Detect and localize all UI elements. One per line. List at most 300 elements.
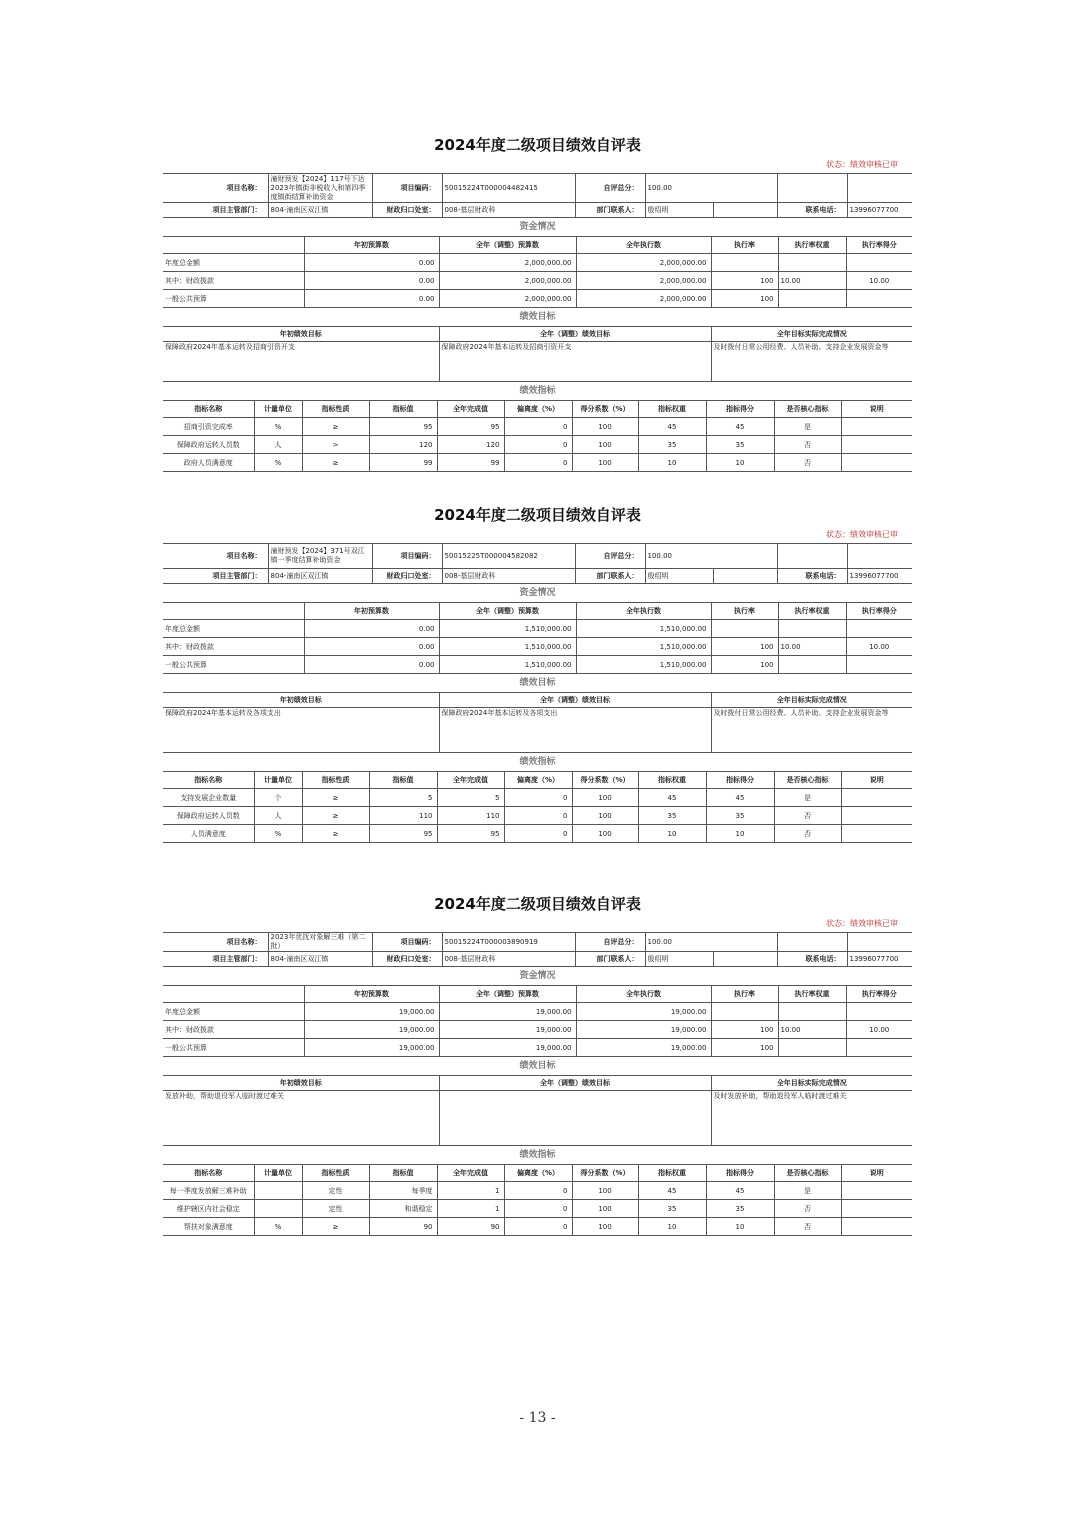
indicator-cell: ≥	[302, 789, 369, 807]
indicator-cell: 35	[706, 1200, 774, 1218]
indicator-header: 偏离度（%）	[504, 1165, 572, 1182]
empty-cell	[847, 933, 912, 952]
indicator-cell: 45	[638, 418, 706, 436]
funds-header: 执行率权重	[778, 603, 846, 620]
funds-cell: 0.00	[304, 254, 439, 272]
goals-section-title: 绩效目标	[519, 1061, 556, 1071]
indicator-cell: 0	[504, 807, 572, 825]
score-label: 自评总分：	[575, 544, 645, 569]
funds-cell: 19,000.00	[576, 1039, 711, 1057]
indicator-cell: 100	[572, 454, 638, 472]
funds-cell: 年度总金额	[163, 1003, 304, 1021]
page-number: - 13 -	[519, 1410, 556, 1426]
indicator-header: 指标性质	[302, 772, 369, 789]
funds-cell: 19,000.00	[576, 1021, 711, 1039]
indicator-row	[163, 789, 912, 807]
indicator-cell: %	[254, 454, 302, 472]
indicator-row	[163, 825, 912, 843]
phone: 13996077700	[847, 952, 912, 967]
empty-cell	[847, 544, 912, 569]
indicator-cell: 否	[774, 1200, 841, 1218]
goals-section-title: 绩效目标	[519, 312, 556, 322]
goals-table	[163, 692, 912, 753]
indicator-cell: 是	[774, 789, 841, 807]
phone: 13996077700	[847, 569, 912, 584]
contact: 殷绍明	[645, 203, 713, 218]
funds-table	[163, 236, 912, 308]
empty-cell	[713, 203, 777, 218]
initial-goal: 保障政府2024年基本运转及招商引资开支	[163, 342, 439, 382]
indicator-row	[163, 1182, 912, 1200]
actual-completion: 及时拨付日常公用经费、人员补助、支持企业发展资金等	[711, 342, 912, 382]
funds-cell	[778, 254, 846, 272]
goals-table	[163, 326, 912, 382]
funds-cell: 1,510,000.00	[576, 656, 711, 674]
funds-cell: 19,000.00	[439, 1003, 576, 1021]
indicator-cell	[841, 418, 912, 436]
indicator-cell: 0	[504, 454, 572, 472]
funds-cell: 100	[711, 1039, 778, 1057]
funds-section-title: 资金情况	[519, 222, 556, 232]
indicator-row	[163, 454, 912, 472]
project-code-label: 项目编码：	[372, 544, 442, 569]
indicator-cell: %	[254, 825, 302, 843]
funds-cell: 一般公共预算	[163, 290, 304, 308]
goals-header: 全年（调整）绩效目标	[439, 327, 711, 342]
indicator-cell: 45	[706, 418, 774, 436]
funds-cell: 2,000,000.00	[576, 254, 711, 272]
project-code-label: 项目编码：	[372, 174, 442, 203]
indicator-cell: 0	[504, 825, 572, 843]
indicator-cell: 110	[437, 807, 504, 825]
indicators-section-title: 绩效指标	[519, 757, 556, 767]
funds-cell: 10.00	[778, 638, 846, 656]
indicator-cell: 35	[638, 807, 706, 825]
funds-cell: 100	[711, 1021, 778, 1039]
indicator-cell: 45	[638, 789, 706, 807]
score-label: 自评总分：	[575, 933, 645, 952]
funds-table	[163, 985, 912, 1057]
funds-row	[163, 620, 912, 638]
funds-cell	[846, 254, 912, 272]
indicator-cell: 定性	[302, 1182, 369, 1200]
funds-row	[163, 272, 912, 290]
finance: 008-基层财政科	[442, 203, 575, 218]
indicator-cell: 45	[706, 1182, 774, 1200]
funds-cell: 其中：财政拨款	[163, 1021, 304, 1039]
funds-header: 全年执行数	[576, 986, 711, 1003]
funds-cell: 年度总金额	[163, 620, 304, 638]
funds-cell	[846, 620, 912, 638]
project-header-table	[163, 543, 912, 584]
funds-cell: 2,000,000.00	[439, 272, 576, 290]
indicator-header: 是否核心指标	[774, 401, 841, 418]
indicator-cell: 110	[369, 807, 437, 825]
indicator-cell	[841, 1218, 912, 1236]
indicator-cell: 10	[706, 825, 774, 843]
empty-cell	[777, 174, 847, 203]
indicator-row	[163, 1200, 912, 1218]
funds-cell: 19,000.00	[439, 1039, 576, 1057]
indicator-cell: 99	[369, 454, 437, 472]
dept-label: 项目主管部门：	[163, 952, 268, 967]
actual-completion: 及时拨付日常公用经费、人员补助、支持企业发展资金等	[711, 708, 912, 753]
funds-row	[163, 1003, 912, 1021]
indicators-table	[163, 1164, 912, 1236]
form-title: 2024年度二级项目绩效自评表	[434, 895, 641, 913]
indicator-cell: 100	[572, 1182, 638, 1200]
funds-header: 执行率得分	[846, 237, 912, 254]
phone: 13996077700	[847, 203, 912, 218]
indicator-cell	[841, 436, 912, 454]
indicator-cell: 10	[638, 1218, 706, 1236]
project-header-table	[163, 932, 912, 967]
indicator-cell: 95	[369, 825, 437, 843]
indicator-cell	[841, 789, 912, 807]
indicators-table	[163, 400, 912, 472]
indicator-cell: 是	[774, 418, 841, 436]
indicator-cell: 35	[638, 1200, 706, 1218]
indicator-row	[163, 1218, 912, 1236]
indicator-header: 全年完成值	[437, 772, 504, 789]
indicator-cell: 保障政府运转人员数	[163, 807, 254, 825]
indicator-cell: 1	[437, 1200, 504, 1218]
contact: 殷绍明	[645, 952, 713, 967]
indicator-header: 偏离度（%）	[504, 772, 572, 789]
indicator-cell: 100	[572, 418, 638, 436]
indicator-cell: 120	[437, 436, 504, 454]
indicator-header: 是否核心指标	[774, 772, 841, 789]
funds-cell: 其中：财政拨款	[163, 272, 304, 290]
funds-cell	[778, 1003, 846, 1021]
funds-cell: 10.00	[846, 638, 912, 656]
dept-label: 项目主管部门：	[163, 569, 268, 584]
funds-cell	[778, 656, 846, 674]
indicator-cell: 95	[437, 825, 504, 843]
funds-header: 执行率	[711, 986, 778, 1003]
total-score: 100.00	[645, 933, 777, 952]
indicator-cell: 95	[437, 418, 504, 436]
indicator-cell: 否	[774, 1218, 841, 1236]
total-score: 100.00	[645, 544, 777, 569]
indicator-cell: 人员满意度	[163, 825, 254, 843]
funds-cell	[846, 1003, 912, 1021]
funds-cell	[711, 620, 778, 638]
indicator-cell	[841, 825, 912, 843]
funds-header: 执行率	[711, 603, 778, 620]
funds-cell: 19,000.00	[304, 1039, 439, 1057]
funds-cell: 0.00	[304, 620, 439, 638]
indicator-cell: 0	[504, 418, 572, 436]
goals-table	[163, 1075, 912, 1146]
status-badge: 状态：绩效审核已审	[826, 160, 898, 169]
indicator-cell: 人	[254, 436, 302, 454]
indicator-cell: 100	[572, 1200, 638, 1218]
project-code-label: 项目编码：	[372, 933, 442, 952]
funds-cell: 1,510,000.00	[439, 638, 576, 656]
funds-header: 执行率权重	[778, 986, 846, 1003]
dept: 804-潼南区双江镇	[268, 569, 372, 584]
indicator-header: 说明	[841, 401, 912, 418]
indicator-cell: 95	[369, 418, 437, 436]
adjusted-goal	[439, 1091, 711, 1146]
project-name-label: 项目名称：	[163, 933, 268, 952]
funds-row	[163, 1021, 912, 1039]
indicator-header: 指标得分	[706, 1165, 774, 1182]
funds-cell: 2,000,000.00	[576, 290, 711, 308]
project-name: 潼财预发【2024】371号双江镇一季度结算补助资金	[268, 544, 372, 569]
project-name: 2023年优抚对象解三难（第二批）	[268, 933, 372, 952]
indicator-cell: 否	[774, 807, 841, 825]
initial-goal: 保障政府2024年基本运转及各项支出	[163, 708, 439, 753]
funds-header: 执行率	[711, 237, 778, 254]
indicator-header: 指标得分	[706, 401, 774, 418]
indicator-header: 指标值	[369, 401, 437, 418]
indicator-cell: 100	[572, 1218, 638, 1236]
goals-header: 年初绩效目标	[163, 1076, 439, 1091]
funds-header: 年初预算数	[304, 603, 439, 620]
indicator-cell: 定性	[302, 1200, 369, 1218]
indicators-table	[163, 771, 912, 843]
indicator-header: 计量单位	[254, 772, 302, 789]
indicator-cell	[841, 1182, 912, 1200]
indicator-cell: 100	[572, 789, 638, 807]
form-title: 2024年度二级项目绩效自评表	[434, 506, 641, 524]
evaluation-form-1	[163, 133, 912, 472]
indicator-cell: 0	[504, 1218, 572, 1236]
indicator-cell: 每一季度发放解三难补助	[163, 1182, 254, 1200]
funds-cell: 2,000,000.00	[439, 254, 576, 272]
indicator-cell: 维护辖区内社会稳定	[163, 1200, 254, 1218]
indicator-cell: 90	[437, 1218, 504, 1236]
indicator-cell: 否	[774, 436, 841, 454]
funds-cell: 100	[711, 290, 778, 308]
funds-header: 全年执行数	[576, 603, 711, 620]
indicator-cell: 10	[706, 454, 774, 472]
funds-header: 执行率得分	[846, 986, 912, 1003]
funds-cell: 10.00	[778, 272, 846, 290]
indicator-row	[163, 418, 912, 436]
funds-cell	[778, 1039, 846, 1057]
indicator-cell: 是	[774, 1182, 841, 1200]
goals-header: 年初绩效目标	[163, 693, 439, 708]
funds-cell: 19,000.00	[439, 1021, 576, 1039]
form-title: 2024年度二级项目绩效自评表	[434, 136, 641, 154]
indicator-header: 偏离度（%）	[504, 401, 572, 418]
indicator-cell: 120	[369, 436, 437, 454]
funds-cell: 0.00	[304, 290, 439, 308]
funds-cell	[846, 656, 912, 674]
finance-label: 财政归口处室：	[372, 203, 442, 218]
indicator-cell: 99	[437, 454, 504, 472]
indicators-section-title: 绩效指标	[519, 386, 556, 396]
phone-label: 联系电话：	[777, 203, 847, 218]
indicator-cell: 招商引资完成率	[163, 418, 254, 436]
indicator-cell: %	[254, 418, 302, 436]
funds-cell: 19,000.00	[304, 1021, 439, 1039]
indicator-cell: 否	[774, 454, 841, 472]
funds-cell: 10.00	[846, 272, 912, 290]
funds-cell: 其中：财政拨款	[163, 638, 304, 656]
indicator-cell	[841, 1200, 912, 1218]
indicator-cell: %	[254, 1218, 302, 1236]
indicator-cell: 支持发展企业数量	[163, 789, 254, 807]
project-name-label: 项目名称：	[163, 544, 268, 569]
indicator-cell: 政府人员满意度	[163, 454, 254, 472]
indicator-header: 得分系数（%）	[572, 1165, 638, 1182]
project-code: 50015224T000003890919	[442, 933, 575, 952]
contact-label: 部门联系人：	[575, 203, 645, 218]
indicator-cell: ≥	[302, 825, 369, 843]
funds-row	[163, 638, 912, 656]
indicator-header: 指标值	[369, 772, 437, 789]
indicator-cell: 35	[638, 436, 706, 454]
finance-label: 财政归口处室：	[372, 952, 442, 967]
indicator-header: 指标值	[369, 1165, 437, 1182]
funds-cell: 2,000,000.00	[439, 290, 576, 308]
indicator-cell: 5	[369, 789, 437, 807]
indicator-cell: 45	[638, 1182, 706, 1200]
contact-label: 部门联系人：	[575, 952, 645, 967]
evaluation-form-2	[163, 503, 912, 843]
funds-cell: 10.00	[778, 1021, 846, 1039]
funds-cell	[846, 290, 912, 308]
indicator-cell: 和谐稳定	[369, 1200, 437, 1218]
goals-header: 全年（调整）绩效目标	[439, 1076, 711, 1091]
funds-cell: 100	[711, 272, 778, 290]
dept-label: 项目主管部门：	[163, 203, 268, 218]
adjusted-goal: 保障政府2024年基本运转及招商引资开支	[439, 342, 711, 382]
indicator-cell: 1	[437, 1182, 504, 1200]
funds-cell: 100	[711, 656, 778, 674]
project-name-label: 项目名称：	[163, 174, 268, 203]
indicator-header: 指标权重	[638, 1165, 706, 1182]
funds-header: 全年（调整）预算数	[439, 986, 576, 1003]
indicator-cell: 100	[572, 807, 638, 825]
indicator-cell: 5	[437, 789, 504, 807]
indicator-cell: 人	[254, 807, 302, 825]
empty-cell	[713, 569, 777, 584]
funds-cell	[711, 1003, 778, 1021]
indicator-header: 计量单位	[254, 1165, 302, 1182]
initial-goal: 发放补助，帮助退役军人临时渡过难关	[163, 1091, 439, 1146]
status-badge: 状态：绩效审核已审	[826, 919, 898, 928]
funds-cell: 2,000,000.00	[576, 272, 711, 290]
indicator-header: 指标名称	[163, 401, 254, 418]
funds-cell: 年度总金额	[163, 254, 304, 272]
funds-cell: 0.00	[304, 638, 439, 656]
indicator-header: 得分系数（%）	[572, 401, 638, 418]
empty-cell	[847, 174, 912, 203]
indicator-header: 全年完成值	[437, 401, 504, 418]
goals-header: 全年目标实际完成情况	[711, 693, 912, 708]
empty-cell	[777, 933, 847, 952]
goals-header: 年初绩效目标	[163, 327, 439, 342]
phone-label: 联系电话：	[777, 952, 847, 967]
indicator-cell	[254, 1200, 302, 1218]
finance: 008-基层财政科	[442, 952, 575, 967]
project-code: 50015224T000004482415	[442, 174, 575, 203]
funds-cell	[711, 254, 778, 272]
indicator-header: 是否核心指标	[774, 1165, 841, 1182]
score-label: 自评总分：	[575, 174, 645, 203]
funds-cell: 一般公共预算	[163, 656, 304, 674]
funds-cell	[846, 1039, 912, 1057]
funds-cell: 1,510,000.00	[439, 620, 576, 638]
indicator-cell: 0	[504, 1200, 572, 1218]
indicator-cell: 0	[504, 789, 572, 807]
funds-cell: 1,510,000.00	[439, 656, 576, 674]
empty-cell	[163, 603, 304, 620]
indicator-cell: 10	[706, 1218, 774, 1236]
project-header-table	[163, 173, 912, 218]
finance-label: 财政归口处室：	[372, 569, 442, 584]
indicator-cell: ≥	[302, 1218, 369, 1236]
project-code: 50015225T000004582082	[442, 544, 575, 569]
goals-header: 全年（调整）绩效目标	[439, 693, 711, 708]
contact-label: 部门联系人：	[575, 569, 645, 584]
indicator-cell: 帮扶对象满意度	[163, 1218, 254, 1236]
contact: 殷绍明	[645, 569, 713, 584]
indicator-cell	[254, 1182, 302, 1200]
funds-header: 执行率权重	[778, 237, 846, 254]
indicator-cell: 否	[774, 825, 841, 843]
funds-cell: 10.00	[846, 1021, 912, 1039]
indicator-cell: 0	[504, 1182, 572, 1200]
status-badge: 状态：绩效审核已审	[826, 530, 898, 539]
finance: 008-基层财政科	[442, 569, 575, 584]
indicator-header: 说明	[841, 1165, 912, 1182]
funds-cell: 19,000.00	[304, 1003, 439, 1021]
indicator-cell: >	[302, 436, 369, 454]
indicator-header: 得分系数（%）	[572, 772, 638, 789]
funds-cell: 0.00	[304, 272, 439, 290]
indicator-cell: 10	[638, 454, 706, 472]
funds-cell: 100	[711, 638, 778, 656]
funds-row	[163, 656, 912, 674]
indicators-section-title: 绩效指标	[519, 1150, 556, 1160]
funds-cell: 一般公共预算	[163, 1039, 304, 1057]
indicator-header: 指标名称	[163, 772, 254, 789]
funds-header: 年初预算数	[304, 237, 439, 254]
goals-section-title: 绩效目标	[519, 678, 556, 688]
actual-completion: 及时发放补助，帮助退役军人临时渡过难关	[711, 1091, 912, 1146]
dept: 804-潼南区双江镇	[268, 952, 372, 967]
funds-cell: 1,510,000.00	[576, 620, 711, 638]
indicator-cell: ≥	[302, 418, 369, 436]
evaluation-form-3	[163, 892, 912, 1236]
funds-cell: 0.00	[304, 656, 439, 674]
empty-cell	[163, 237, 304, 254]
indicator-cell: 个	[254, 789, 302, 807]
funds-header: 全年（调整）预算数	[439, 603, 576, 620]
funds-section-title: 资金情况	[519, 971, 556, 981]
empty-cell	[163, 986, 304, 1003]
indicator-cell: 35	[706, 807, 774, 825]
funds-header: 年初预算数	[304, 986, 439, 1003]
funds-row	[163, 290, 912, 308]
indicator-header: 指标权重	[638, 401, 706, 418]
funds-cell: 19,000.00	[576, 1003, 711, 1021]
indicator-cell	[841, 454, 912, 472]
goals-header: 全年目标实际完成情况	[711, 1076, 912, 1091]
funds-cell	[778, 290, 846, 308]
indicator-header: 指标性质	[302, 401, 369, 418]
dept: 804-潼南区双江镇	[268, 203, 372, 218]
total-score: 100.00	[645, 174, 777, 203]
goals-header: 全年目标实际完成情况	[711, 327, 912, 342]
indicator-row	[163, 436, 912, 454]
